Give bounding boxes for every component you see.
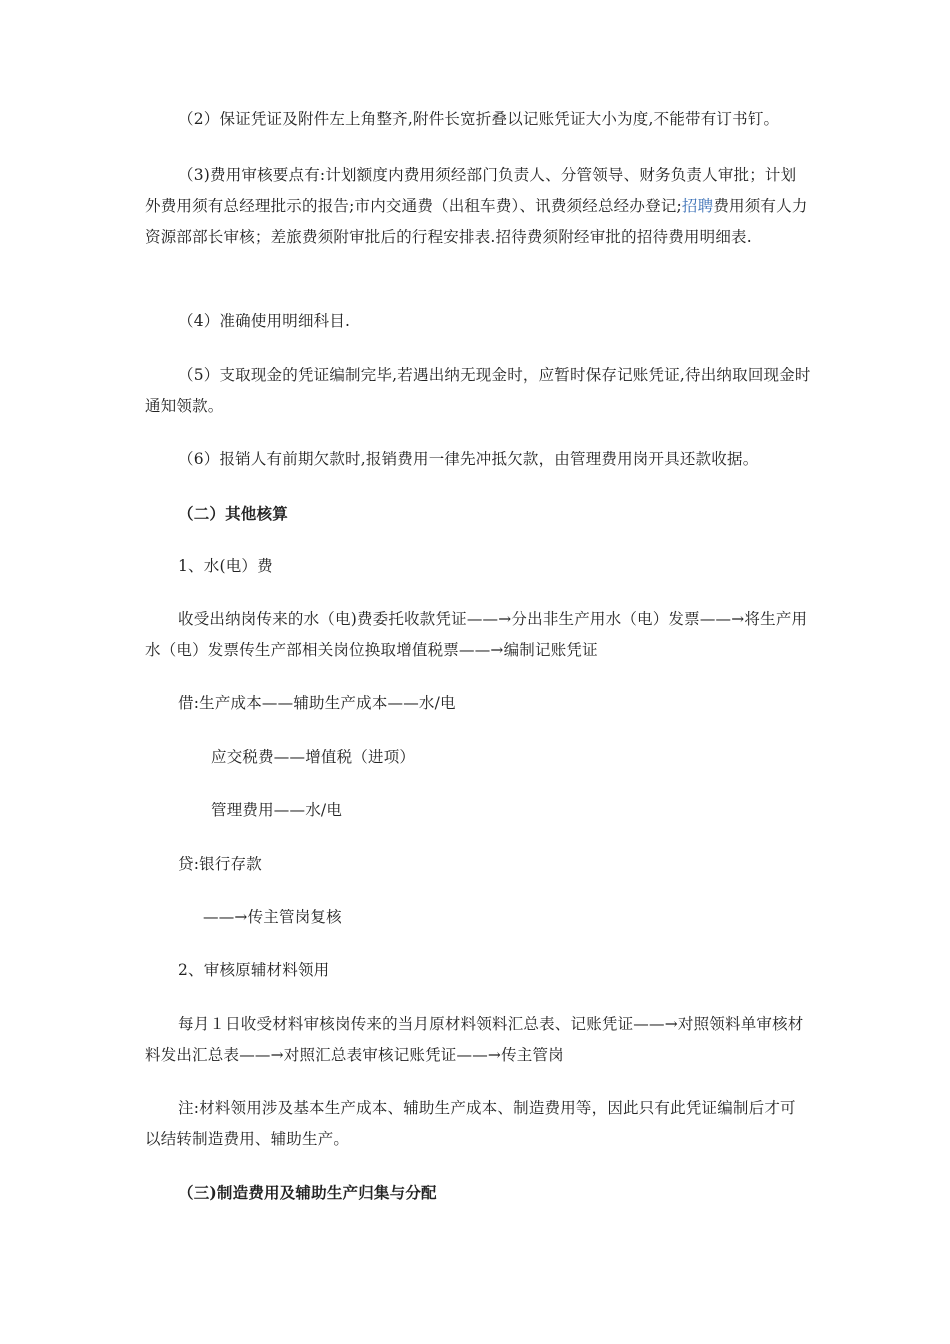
paragraph-expense-review bbox=[145, 160, 811, 253]
subheading-water-electricity: 1、水(电）费 bbox=[178, 557, 273, 575]
entry-tax-payable: 应交税费——增值税（进项） bbox=[211, 748, 416, 766]
heading-other-accounting: （二）其他核算 bbox=[178, 504, 288, 523]
heading-manufacturing-overhead: （三)制造费用及辅助生产归集与分配 bbox=[178, 1183, 437, 1202]
paragraph-cash-withdrawal: （5）支取现金的凭证编制完毕,若遇出纳无现金时，应暂时保存记账凭证,待出纳取回现金时通知领款。 bbox=[145, 366, 811, 415]
paragraph-material-note: 注:材料领用涉及基本生产成本、辅助生产成本、制造费用等，因此只有此凭证编制后才可以结转制造费用、辅助生产。 bbox=[145, 1099, 796, 1148]
entry-debit-production-cost: 借:生产成本——辅助生产成本——水/电 bbox=[178, 694, 456, 712]
subheading-material-review: 2、审核原辅材料领用 bbox=[178, 961, 330, 979]
paragraph-voucher-alignment: （2）保证凭证及附件左上角整齐,附件长宽折叠以记账凭证大小为度,不能带有订书钉。 bbox=[178, 110, 780, 128]
paragraph-material-review-flow: 每月１日收受材料审核岗传来的当月原材料领料汇总表、记账凭证——→对照领料单审核材料发出汇总表——→对照汇总表审核记账凭证——→传主管岗 bbox=[145, 1015, 804, 1064]
expense-review-text-2: 费用须有人力资源部部长审核；差旅费须附审批后的行程安排表.招待费须附经审批的招待费用明细表. bbox=[145, 197, 808, 246]
entry-management-expense: 管理费用——水/电 bbox=[211, 801, 343, 819]
expense-review-text-1: （3)费用审核要点有:计划额度内费用须经部门负责人、分管领导、财务负责人审批；计划外费用须有总经理批示的报告;市内交通费（出租车费）、讯费须经总经办登记; bbox=[145, 166, 797, 215]
entry-credit-bank-deposit: 贷:银行存款 bbox=[178, 855, 262, 873]
paragraph-detail-accounts: （4）准确使用明细科目. bbox=[178, 312, 351, 330]
paragraph-water-electricity-flow: 收受出纳岗传来的水（电)费委托收款凭证——→分出非生产用水（电）发票——→将生产用水（电）发票传生产部相关岗位换取增值税票——→编制记账凭证 bbox=[145, 610, 808, 659]
recruitment-link[interactable]: 招聘 bbox=[681, 197, 714, 215]
paragraph-prior-debt: （6）报销人有前期欠款时,报销费用一律先冲抵欠款，由管理费用岗开具还款收据。 bbox=[178, 450, 759, 468]
entry-send-to-supervisor: ——→传主管岗复核 bbox=[203, 908, 342, 926]
